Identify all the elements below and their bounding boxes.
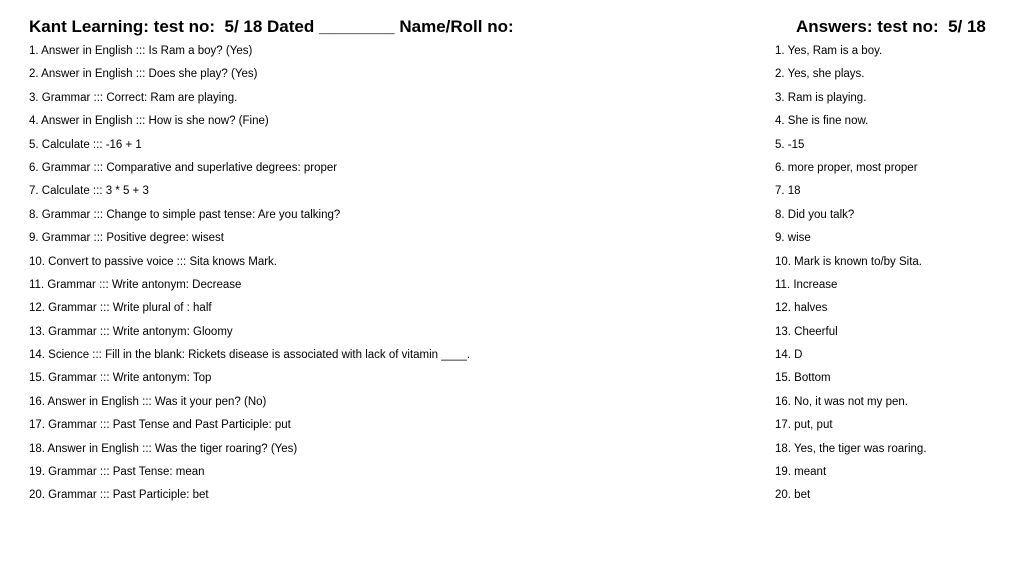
question-item: 13. Grammar ::: Write antonym: Gloomy [29,325,233,338]
answer-item: 20. bet [775,489,811,502]
question-item: 6. Grammar ::: Comparative and superlative degrees: proper [29,161,338,174]
question-item: 17. Grammar ::: Past Tense and Past Participle: put [29,419,291,432]
answer-item: 2. Yes, she plays. [775,68,865,81]
answer-list [775,40,1015,508]
question-item: 19. Grammar ::: Past Tense: mean [29,466,205,479]
answer-item: 1. Yes, Ram is a boy. [775,45,883,57]
question-list [29,40,749,508]
answer-item: 15. Bottom [775,372,831,385]
answer-item: 13. Cheerful [775,325,838,338]
question-item: 1. Answer in English ::: Is Ram a boy? (Yes) [29,45,253,57]
question-item: 5. Calculate ::: -16 + 1 [29,138,142,151]
answer-item: 7. 18 [775,185,801,198]
answer-item: 9. wise [775,232,811,245]
answer-item: 10. Mark is known to/by Sita. [775,255,923,268]
question-item: 8. Grammar ::: Change to simple past tense: Are you talking? [29,208,341,221]
answer-item: 17. put, put [775,419,833,432]
answer-item: 5. -15 [775,138,805,151]
question-item: 4. Answer in English ::: How is she now? (Fine) [29,115,269,128]
question-item: 12. Grammar ::: Write plural of : half [29,302,212,315]
answer-item: 4. She is fine now. [775,115,869,128]
test-title: Kant Learning: test no: 5/ 18 Dated ________ Name/Roll no: [29,17,514,36]
question-item: 9. Grammar ::: Positive degree: wisest [29,232,224,245]
question-item: 15. Grammar ::: Write antonym: Top [29,372,212,385]
answer-item: 14. D [775,349,803,362]
question-item: 7. Calculate ::: 3 * 5 + 3 [29,185,149,198]
answers-title: Answers: test no: 5/ 18 [796,17,986,36]
answer-item: 11. Increase [775,278,838,291]
question-item: 2. Answer in English ::: Does she play? (Yes) [29,68,258,81]
question-item: 10. Convert to passive voice ::: Sita knows Mark. [29,255,277,268]
answer-item: 19. meant [775,466,827,479]
answer-item: 6. more proper, most proper [775,161,918,174]
answer-item: 18. Yes, the tiger was roaring. [775,442,927,455]
question-item: 11. Grammar ::: Write antonym: Decrease [29,278,242,291]
answer-item: 3. Ram is playing. [775,91,867,104]
answer-item: 16. No, it was not my pen. [775,395,908,408]
question-item: 18. Answer in English ::: Was the tiger roaring? (Yes) [29,442,298,455]
question-item: 3. Grammar ::: Correct: Ram are playing. [29,91,238,104]
question-item: 14. Science ::: Fill in the blank: Rickets disease is associated with lack of vitamin ____. [29,349,471,362]
question-item: 20. Grammar ::: Past Participle: bet [29,489,209,502]
question-item: 16. Answer in English ::: Was it your pen? (No) [29,395,267,408]
answer-item: 12. halves [775,302,828,315]
answer-item: 8. Did you talk? [775,208,855,221]
